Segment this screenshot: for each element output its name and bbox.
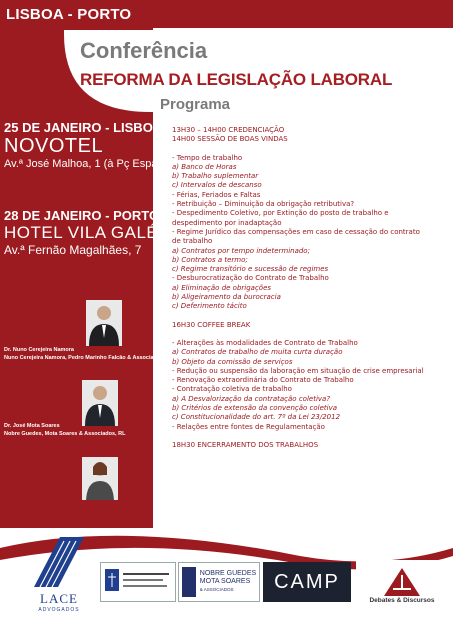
- program-line: despedimento por inadaptação: [172, 218, 282, 227]
- nobre-name-2: MOTA SOARES: [199, 578, 251, 585]
- program-line: a) Contratos de trabalho de muita curta duração: [172, 348, 343, 357]
- program-line: a) Banco de Horas: [172, 162, 237, 171]
- porto-address: Av.ª Fernão Magalhães, 7: [4, 243, 142, 257]
- debates-logo: [356, 560, 448, 610]
- city-title: LISBOA - PORTO: [6, 6, 132, 23]
- program-gap: [172, 145, 448, 154]
- program-gap: [172, 330, 448, 339]
- lace-logo: [28, 532, 90, 614]
- program-line: - Contratação coletiva de trabalho: [172, 385, 292, 394]
- program-line: b) Critérios de extensão da convenção coletiva: [172, 404, 338, 413]
- program-line: - Desburocratização do Contrato de Trabalho: [172, 274, 329, 283]
- program-line: - Retribuição – Diminuição da obrigação retributiva?: [172, 200, 355, 209]
- program-gap: [172, 312, 448, 321]
- debates-mark-icon: [383, 567, 421, 597]
- program-line: a) Contratos por tempo indeterminado;: [172, 246, 310, 255]
- program-line: a) Eliminação de obrigações: [172, 283, 272, 292]
- program-line: - Despedimento Coletivo, por Extinção do posto de trabalho e: [172, 209, 389, 218]
- speaker-firm-2: Nobre Guedes, Mota Soares & Associados, RL: [4, 431, 126, 437]
- lace-sub: ADVOGADOS: [38, 607, 80, 613]
- programa-title: Programa: [160, 96, 231, 113]
- lace-name: LACE: [40, 591, 78, 606]
- nobre-guedes-logo: [178, 562, 260, 602]
- nobre-name-3: & ASSOCIADOS: [199, 587, 234, 592]
- program-line: 18H30 ENCERRAMENTO DOS TRABALHOS: [172, 440, 319, 449]
- nobre-name-1: NOBRE GUEDES: [199, 570, 257, 577]
- program-line: - Alterações às modalidades de Contrato de Trabalho: [172, 338, 358, 347]
- nobre-mark-icon: [182, 567, 196, 597]
- program-line: - Relações entre fontes de Regulamentação: [172, 422, 325, 431]
- speaker-name-1: Dr. Nuno Cerejeira Namora: [4, 347, 74, 353]
- lace-mark-icon: [30, 533, 88, 591]
- porto-block: [4, 208, 159, 257]
- program-line: c) Intervalos de descanso: [172, 181, 262, 190]
- program-line: b) Trabalho suplementar: [172, 172, 259, 181]
- program-line: - Férias, Feriados e Faltas: [172, 190, 261, 199]
- porto-date: 28 DE JANEIRO - PORTO: [4, 208, 160, 223]
- speaker-firm-1: Nuno Cerejeira Namora, Pedro Marinho Falcão & Associados, RL: [4, 355, 174, 361]
- program-line: 13H30 – 14H00 CREDENCIAÇÃO: [172, 126, 285, 134]
- camp-name: CAMP: [274, 570, 340, 593]
- program-line: a) A Desvalorização da contratação coletiva?: [172, 394, 331, 403]
- conference-title: Conferência: [80, 38, 208, 63]
- camp-logo: [263, 562, 351, 602]
- program-line: c) Deferimento tácito: [172, 302, 247, 311]
- lisboa-block: [4, 120, 179, 170]
- program-line: de trabalho: [172, 237, 213, 246]
- debates-name: Debates & Discursos: [369, 596, 435, 604]
- lisboa-address: Av.ª José Malhoa, 1 (à Pç Espanha): [4, 158, 180, 170]
- program-line: c) Constitucionalidade do art. 7º da Lei 23/2012: [172, 413, 341, 422]
- lisboa-date: 25 DE JANEIRO - LISBOA: [4, 120, 163, 135]
- program-line: - Tempo de trabalho: [172, 153, 243, 162]
- program-line: - Regime Jurídico das compensações em caso de cessação do contrato: [172, 227, 420, 236]
- program-line: - Renovação extraordinária do Contrato de Trabalho: [172, 376, 354, 385]
- program-line: b) Contratos a termo;: [172, 255, 248, 264]
- program-list: [172, 126, 448, 450]
- namora-logo: [100, 562, 176, 602]
- program-line: b) Objeto da comissão de serviços: [172, 357, 293, 366]
- program-gap: [172, 432, 448, 441]
- speaker-name-2: Dr. José Mota Soares: [4, 423, 60, 429]
- porto-venue: HOTEL VILA GALÉ: [4, 223, 159, 242]
- program-line: - Redução ou suspensão da laboração em situação de crise empresarial: [172, 366, 424, 375]
- scales-icon: [103, 565, 173, 599]
- speaker-photo-2: [82, 380, 118, 426]
- program-line: 16H30 COFFEE BREAK: [172, 320, 251, 329]
- reform-title: REFORMA DA LEGISLAÇÃO LABORAL: [80, 70, 393, 89]
- program-line: b) Aligeiramento da burocracia: [172, 293, 281, 302]
- speaker-photo-1: [86, 300, 122, 346]
- program-line: 14H00 SESSÃO DE BOAS VINDAS: [172, 135, 288, 144]
- lisboa-venue: NOVOTEL: [4, 135, 104, 157]
- speaker-photo-3: [82, 457, 118, 503]
- program-line: c) Regime transitório e sucessão de regimes: [172, 265, 329, 274]
